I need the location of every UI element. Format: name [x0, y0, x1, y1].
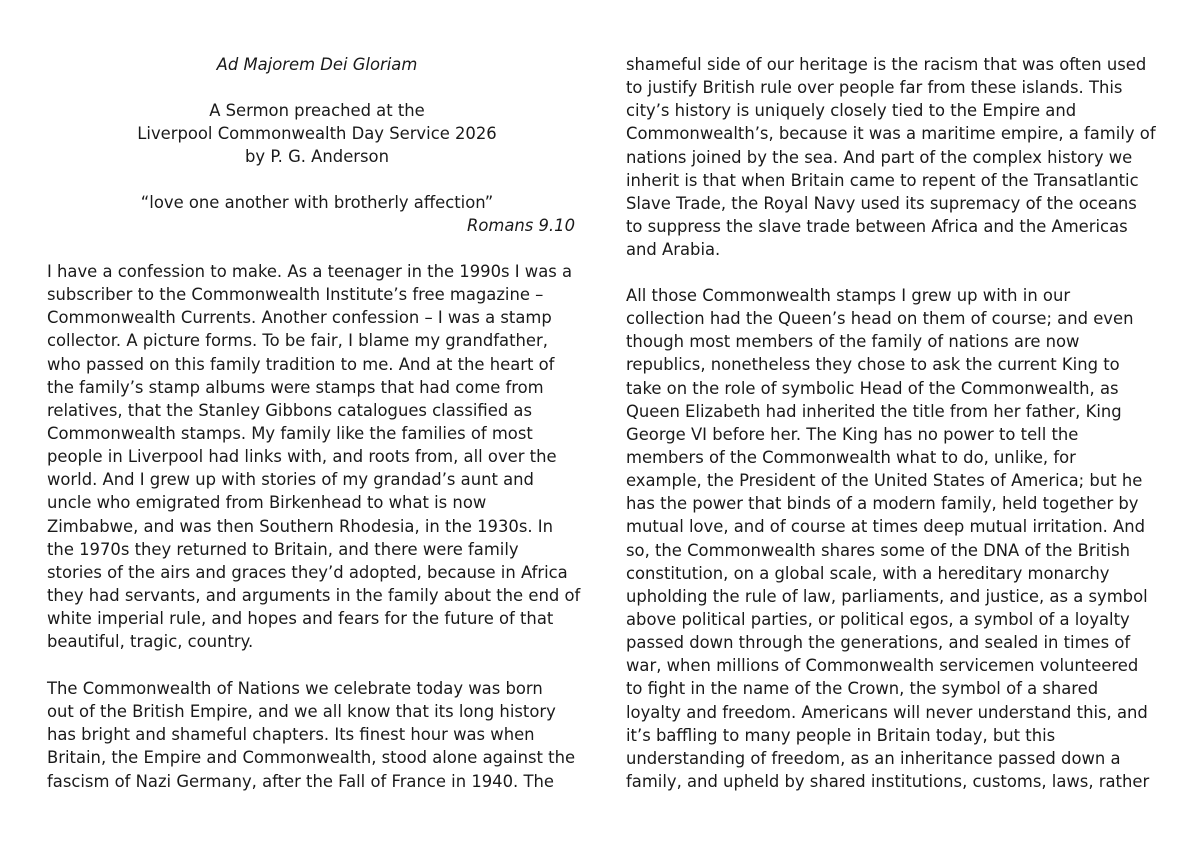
text-line: The Commonwealth of Nations we celebrate today was born [47, 679, 543, 698]
text-line: inherit is that when Britain came to repent of the Transatlantic [626, 170, 1139, 190]
text-line: family, and upheld by shared institutions, customs, laws, rather [626, 771, 1150, 791]
text-line: white imperial rule, and hopes and fears for the future of that [47, 609, 554, 629]
text-line: Queen Elizabeth had inherited the title from her father, King [626, 401, 1122, 421]
text-line: so, the Commonwealth shares some of the DNA of the British [626, 540, 1131, 560]
text-line: Commonwealth stamps. My family like the families of most [47, 423, 533, 443]
paragraph-confession [47, 260, 580, 653]
text-line: beautiful, tragic, country. [47, 632, 254, 652]
paragraph-commonwealth-origins [47, 677, 575, 793]
text-line: passed down through the generations, and sealed in times of [626, 633, 1131, 653]
text-line: the family’s stamp albums were stamps that had come from [47, 377, 544, 397]
text-line: city’s history is uniquely closely tied to the Empire and [626, 101, 1077, 121]
sermon-motto: Ad Majorem Dei Gloriam [216, 55, 418, 74]
text-line: constitution, on a global scale, with a hereditary monarchy [626, 563, 1110, 583]
text-line: relatives, that the Stanley Gibbons catalogues classified as [47, 400, 533, 420]
text-line: members of the Commonwealth what to do, unlike, for [626, 447, 1076, 467]
text-line: subscriber to the Commonwealth Institute’s free magazine – [47, 285, 544, 305]
text-line: has the power that binds of a modern family, held together by [626, 494, 1139, 514]
text-line: they had servants, and arguments in the family about the end of [47, 585, 581, 605]
text-line: Zimbabwe, and was then Southern Rhodesia, in the 1930s. In [47, 516, 554, 536]
text-line: to fight in the name of the Crown, the symbol of a shared [626, 679, 1099, 699]
text-line: war, when millions of Commonwealth servicemen volunteered [626, 656, 1139, 676]
text-line: All those Commonwealth stamps I grew up with in our [626, 286, 1071, 305]
text-line: people in Liverpool had links with, and roots from, all over the [47, 447, 557, 467]
text-line: though most members of the family of nations are now [626, 332, 1080, 352]
text-line: world. And I grew up with stories of my grandad’s aunt and [47, 470, 534, 490]
text-line: has bright and shameful chapters. Its finest hour was when [47, 725, 535, 745]
text-line: to suppress the slave trade between Africa and the Americas [626, 216, 1128, 236]
text-line: out of the British Empire, and we all know that its long history [47, 702, 556, 722]
text-line: understanding of freedom, as an inheritance passed down a [626, 748, 1121, 768]
text-line: republics, nonetheless they chose to ask the current King to [626, 355, 1120, 375]
text-line: Commonwealth’s, because it was a maritime empire, a family of [626, 124, 1156, 144]
text-line: it’s baffling to many people in Britain today, but this [626, 725, 1056, 745]
text-line: mutual love, and of course at times deep mutual irritation. And [626, 517, 1146, 537]
paragraph-commonwealth-stamps [626, 284, 1149, 793]
text-line: nations joined by the sea. And part of the complex history we [626, 147, 1133, 167]
text-line: Slave Trade, the Royal Navy used its supremacy of the oceans [626, 193, 1137, 213]
text-line: above political parties, or political egos, a symbol of a loyalty [626, 609, 1130, 629]
text-line: I have a confession to make. As a teenager in the 1990s I was a [47, 262, 573, 281]
text-line: and Arabia. [626, 240, 721, 260]
sermon-subtitle-line-1: A Sermon preached at the [209, 101, 425, 120]
paragraph-shameful-heritage [626, 53, 1156, 261]
text-line: upholding the rule of law, parliaments, and justice, as a symbol [626, 586, 1148, 606]
text-line: the 1970s they returned to Britain, and there were family [47, 539, 519, 559]
text-line: shameful side of our heritage is the racism that was often used [626, 55, 1147, 74]
text-line: collection had the Queen’s head on them of course; and even [626, 309, 1134, 329]
text-line: take on the role of symbolic Head of the Commonwealth, as [626, 378, 1119, 398]
text-line: Britain, the Empire and Commonwealth, stood alone against the [47, 748, 576, 768]
text-line: uncle who emigrated from Birkenhead to what is now [47, 493, 487, 513]
text-line: example, the President of the United States of America; but he [626, 471, 1143, 491]
text-line: to justify British rule over people far from these islands. This [626, 78, 1123, 98]
text-line: who passed on this family tradition to me. And at the heart of [47, 354, 555, 374]
sermon-subtitle-line-3: by P. G. Anderson [245, 147, 389, 166]
epigraph-reference-row [47, 214, 575, 238]
epigraph-quote: “love one another with brotherly affection” [140, 193, 494, 212]
epigraph-reference: Romans 9.10 [466, 216, 575, 235]
text-line: fascism of Nazi Germany, after the Fall of France in 1940. The [47, 771, 554, 791]
sermon-subtitle-line-2: Liverpool Commonwealth Day Service 2026 [137, 124, 497, 143]
text-line: stories of the airs and graces they’d adopted, because in Africa [47, 562, 568, 582]
text-line: loyalty and freedom. Americans will never understand this, and [626, 702, 1148, 722]
text-line: collector. A picture forms. To be fair, I blame my grandfather, [47, 331, 548, 351]
text-line: George VI before her. The King has no power to tell the [626, 424, 1079, 444]
text-line: Commonwealth Currents. Another confession – I was a stamp [47, 308, 552, 328]
